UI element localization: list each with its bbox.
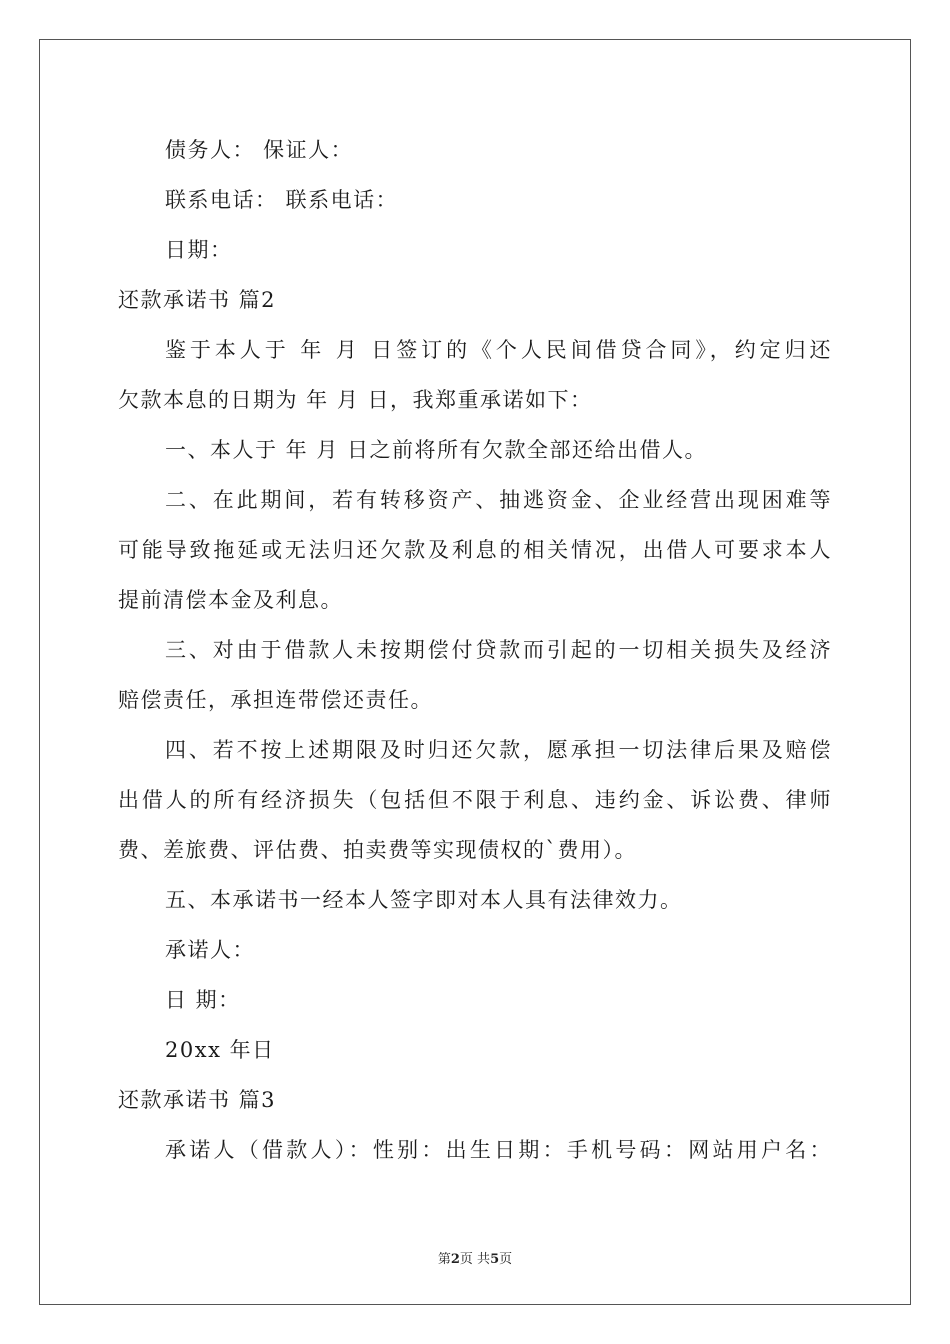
clause-three-line: 赔偿责任，承担连带偿还责任。 [118,688,433,712]
date-field-line: 日 期： [165,988,241,1012]
clause-two-line: 提前清偿本金及利息。 [118,588,343,612]
paragraph-line: 欠款本息的日期为 年 月 日，我郑重承诺如下： [118,388,593,412]
footer-mid: 页 共 [459,1252,491,1267]
section-heading-3: 还款承诺书 篇3 [118,1088,277,1112]
clause-three-line: 三、对由于借款人未按期偿付贷款而引起的一切相关损失及经济 [165,638,832,662]
current-page-number: 2 [450,1252,460,1267]
paragraph-line: 鉴于本人于 年 月 日签订的《个人民间借贷合同》，约定归还 [165,338,832,362]
clause-two-line: 二、在此期间，若有转移资产、抽逃资金、企业经营出现困难等 [165,488,832,512]
clause-four-line: 出借人的所有经济损失（包括但不限于利息、违约金、诉讼费、律师 [118,788,832,812]
total-page-number: 5 [490,1252,500,1267]
clause-one: 一、本人于 年 月 日之前将所有欠款全部还给出借人。 [165,438,708,462]
year-line: 20xx 年日 [165,1038,275,1062]
page-footer [0,1248,950,1267]
clause-four-line: 四、若不按上述期限及时归还欠款，愿承担一切法律后果及赔偿 [165,738,832,762]
clause-two-line: 可能导致拖延或无法归还欠款及利息的相关情况，出借人可要求本人 [118,538,832,562]
promisor-info-line: 承诺人（借款人）：性别：出生日期：手机号码：网站用户名： [165,1138,832,1162]
debtor-guarantor-line: 债务人： 保证人： [165,138,354,162]
footer-prefix: 第 [437,1252,451,1267]
date-line: 日期： [165,238,233,262]
clause-five: 五、本承诺书一经本人签字即对本人具有法律效力。 [165,888,683,912]
promisor-line: 承诺人： [165,938,255,962]
section-heading-2: 还款承诺书 篇2 [118,288,277,312]
clause-four-line: 费、差旅费、评估费、拍卖费等实现债权的`费用）。 [118,838,637,862]
footer-suffix: 页 [499,1252,513,1267]
page-border [39,39,911,1305]
contact-phone-line: 联系电话： 联系电话： [165,188,399,212]
